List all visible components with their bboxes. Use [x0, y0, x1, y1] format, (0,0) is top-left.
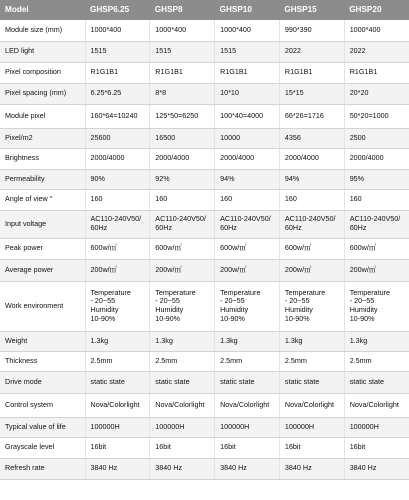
table-cell: 160*64=10240: [85, 104, 150, 128]
table-cell: 1.3kg: [85, 331, 150, 351]
table-cell: 100000H: [344, 417, 409, 437]
table-cell: 600w/㎡: [344, 238, 409, 259]
table-cell: 160: [279, 189, 344, 210]
table-cell: 2000/4000: [85, 148, 150, 169]
row-label: Pixel spacing (mm): [0, 83, 85, 104]
row-label: Brightness: [0, 148, 85, 169]
table-cell: 16bit: [150, 437, 215, 458]
table-row: [0, 169, 409, 189]
table-cell: 2000/4000: [215, 148, 280, 169]
row-label: Pixel composition: [0, 62, 85, 83]
table-row: [0, 458, 409, 479]
table-row: [0, 331, 409, 351]
row-label: Control system: [0, 393, 85, 417]
row-label: Work environment: [0, 281, 85, 331]
row-label: Module pixel: [0, 104, 85, 128]
row-label: Module size (mm): [0, 20, 85, 41]
table-cell: 160: [215, 189, 280, 210]
table-row: [0, 417, 409, 437]
table-cell: 50*20=1000: [344, 104, 409, 128]
row-label: Typical value of life: [0, 417, 85, 437]
table-cell: R1G1B1: [215, 62, 280, 83]
table-cell: 200w/㎡: [85, 259, 150, 281]
table-row: [0, 393, 409, 417]
row-label: Peak power: [0, 238, 85, 259]
table-cell: 3840 Hz: [215, 458, 280, 479]
table-cell: 94%: [279, 169, 344, 189]
table-cell: 25600: [85, 128, 150, 148]
table-cell: R1G1B1: [279, 62, 344, 83]
table-cell: static state: [215, 371, 280, 393]
table-row: [0, 62, 409, 83]
table-row: [0, 371, 409, 393]
table-row: [0, 148, 409, 169]
row-label: Grayscale level: [0, 437, 85, 458]
table-cell: 200w/㎡: [279, 259, 344, 281]
table-cell: 200w/㎡: [344, 259, 409, 281]
table-cell: static state: [279, 371, 344, 393]
table-cell: 1.3kg: [150, 331, 215, 351]
table-row: [0, 351, 409, 371]
table-cell: 16bit: [279, 437, 344, 458]
table-cell: AC110-240V50/ 60Hz: [279, 210, 344, 238]
header-cell-ghsp20: GHSP20: [344, 0, 409, 20]
table-cell: static state: [150, 371, 215, 393]
row-label: Angle of view °: [0, 189, 85, 210]
table-cell: 1000*400: [85, 20, 150, 41]
table-cell: 100000H: [85, 417, 150, 437]
row-label: Thickness: [0, 351, 85, 371]
table-cell: 1000*400: [344, 20, 409, 41]
table-cell: 160: [85, 189, 150, 210]
row-label: Weight: [0, 331, 85, 351]
table-cell: 2000/4000: [279, 148, 344, 169]
table-cell: 1515: [150, 41, 215, 62]
table-cell: 16bit: [85, 437, 150, 458]
table-cell: 66*26=1716: [279, 104, 344, 128]
table-cell: 16bit: [215, 437, 280, 458]
table-cell: 2.5mm: [344, 351, 409, 371]
table-cell: Nova/Colorlight: [279, 393, 344, 417]
table-row: [0, 281, 409, 331]
row-label: Drive mode: [0, 371, 85, 393]
table-row: [0, 238, 409, 259]
table-row: [0, 259, 409, 281]
table-cell: 2.5mm: [150, 351, 215, 371]
table-cell: 95%: [344, 169, 409, 189]
table-cell: 8*8: [150, 83, 215, 104]
table-cell: Temperature - 20~55 Humidity 10-90%: [85, 281, 150, 331]
table-cell: 125*50=6250: [150, 104, 215, 128]
table-cell: 94%: [215, 169, 280, 189]
table-cell: 160: [344, 189, 409, 210]
header-cell-ghsp6-25: GHSP6.25: [85, 0, 150, 20]
table-cell: AC110-240V50/ 60Hz: [150, 210, 215, 238]
row-label: Average power: [0, 259, 85, 281]
table-cell: 92%: [150, 169, 215, 189]
table-cell: Temperature - 20~55 Humidity 10-90%: [279, 281, 344, 331]
table-cell: 100000H: [279, 417, 344, 437]
row-label: Input voltage: [0, 210, 85, 238]
table-cell: 600w/㎡: [85, 238, 150, 259]
table-cell: 2.5mm: [215, 351, 280, 371]
table-cell: 2022: [279, 41, 344, 62]
row-label: Pixel/m2: [0, 128, 85, 148]
table-cell: 200w/㎡: [215, 259, 280, 281]
table-cell: AC110-240V50/ 60Hz: [85, 210, 150, 238]
header-cell-ghsp8: GHSP8: [150, 0, 215, 20]
table-cell: 100000H: [150, 417, 215, 437]
table-cell: 100*40=4000: [215, 104, 280, 128]
table-cell: 2.5mm: [279, 351, 344, 371]
table-cell: 6.25*6.25: [85, 83, 150, 104]
table-row: [0, 41, 409, 62]
table-cell: 160: [150, 189, 215, 210]
table-cell: 3840 Hz: [279, 458, 344, 479]
table-cell: 10000: [215, 128, 280, 148]
table-cell: 3840 Hz: [85, 458, 150, 479]
table-row: [0, 128, 409, 148]
table-cell: 3840 Hz: [344, 458, 409, 479]
table-cell: 100000H: [215, 417, 280, 437]
table-cell: 1.3kg: [215, 331, 280, 351]
table-cell: Nova/Colorlight: [150, 393, 215, 417]
table-cell: Temperature - 20~55 Humidity 10-90%: [344, 281, 409, 331]
table-cell: 600w/㎡: [150, 238, 215, 259]
table-cell: 1000*400: [150, 20, 215, 41]
table-cell: 2022: [344, 41, 409, 62]
table-cell: 1.3kg: [279, 331, 344, 351]
table-cell: AC110-240V50/ 60Hz: [215, 210, 280, 238]
table-row: [0, 20, 409, 41]
table-cell: 20*20: [344, 83, 409, 104]
table-cell: Temperature - 20~55 Humidity 10-90%: [150, 281, 215, 331]
header-cell-ghsp15: GHSP15: [279, 0, 344, 20]
table-cell: static state: [85, 371, 150, 393]
table-row: [0, 437, 409, 458]
table-cell: 16bit: [344, 437, 409, 458]
table-cell: Nova/Colorlight: [215, 393, 280, 417]
table-cell: Nova/Colorlight: [344, 393, 409, 417]
table-cell: 2.5mm: [85, 351, 150, 371]
table-cell: 1515: [85, 41, 150, 62]
table-cell: 90%: [85, 169, 150, 189]
table-cell: R1G1B1: [344, 62, 409, 83]
table-header: [0, 0, 409, 20]
table-cell: Nova/Colorlight: [85, 393, 150, 417]
table-cell: AC110-240V50/ 60Hz: [344, 210, 409, 238]
table-cell: 600w/㎡: [215, 238, 280, 259]
table-cell: 1515: [215, 41, 280, 62]
table-cell: 1000*400: [215, 20, 280, 41]
table-cell: 600w/㎡: [279, 238, 344, 259]
table-row: [0, 210, 409, 238]
row-label: Refresh rate: [0, 458, 85, 479]
table-row: [0, 189, 409, 210]
table-body: [0, 20, 409, 479]
header-cell-ghsp10: GHSP10: [215, 0, 280, 20]
table-cell: 200w/㎡: [150, 259, 215, 281]
table-cell: R1G1B1: [85, 62, 150, 83]
header-cell-model: Model: [0, 0, 85, 20]
table-cell: 2000/4000: [344, 148, 409, 169]
table-cell: 1.3kg: [344, 331, 409, 351]
table-cell: 2000/4000: [150, 148, 215, 169]
table-cell: 10*10: [215, 83, 280, 104]
table-cell: 2500: [344, 128, 409, 148]
header-row: [0, 0, 409, 20]
table-row: [0, 104, 409, 128]
table-row: [0, 83, 409, 104]
row-label: LED light: [0, 41, 85, 62]
table-cell: 15*15: [279, 83, 344, 104]
table-cell: static state: [344, 371, 409, 393]
row-label: Permeability: [0, 169, 85, 189]
table-cell: 4356: [279, 128, 344, 148]
table-cell: 16500: [150, 128, 215, 148]
table-cell: R1G1B1: [150, 62, 215, 83]
table-cell: 3840 Hz: [150, 458, 215, 479]
table-cell: 990*390: [279, 20, 344, 41]
table-cell: Temperature - 20~55 Humidity 10-90%: [215, 281, 280, 331]
